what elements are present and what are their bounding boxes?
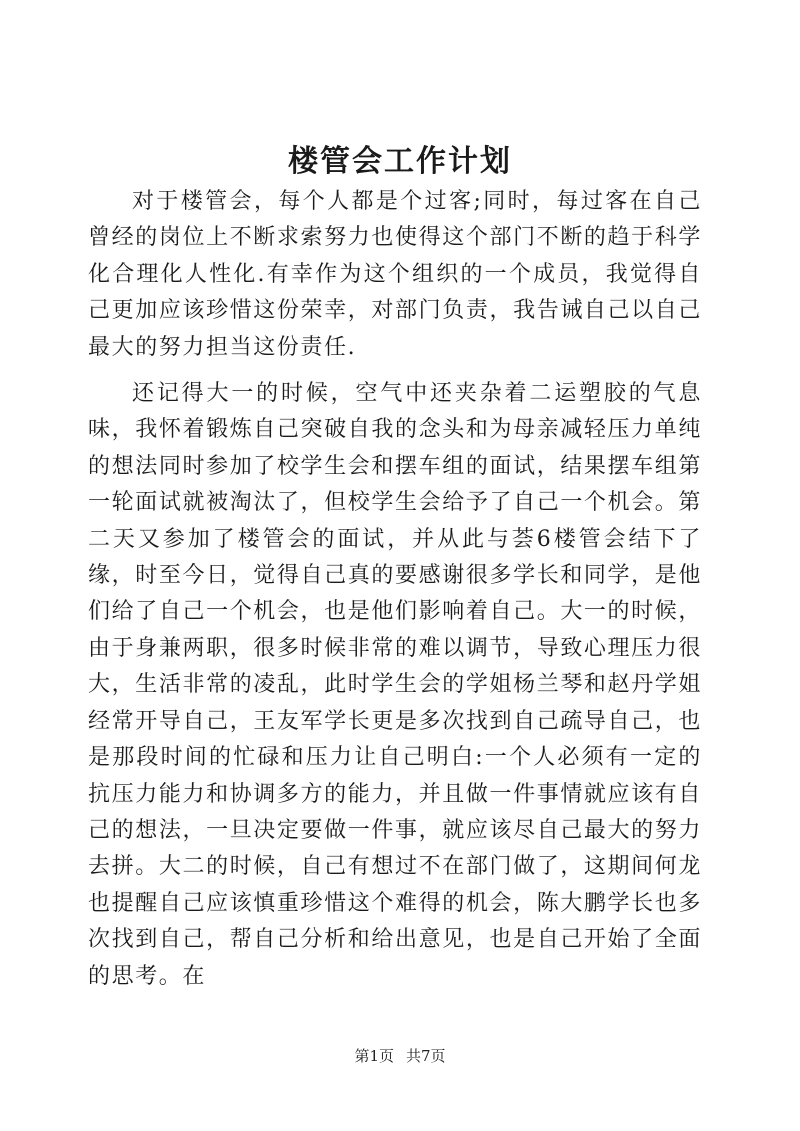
paragraph-2: 还记得大一的时候，空气中还夹杂着二运塑胶的气息味，我怀着锻炼自己突破自我的念头和为母亲减轻压力单纯的想法同时参加了校学生会和摆车组的面试，结果摆车组第一轮面试就被淘汰了，但校学生会给予了自己一个机会。第二天又参加了楼管会的面试，并从此与荟6楼管会结下了缘，时至今日，觉得自己真的要感谢很多学长和同学，是他们给了自己一个机会，也是他们影响着自己。大一的时候，由于身兼两职，很多时候非常的难以调节，导致心理压力很大，生活非常的凌乱，此时学生会的学姐杨兰琴和赵丹学姐经常开导自己，王友军学长更是多次找到自己疏导自己，也是那段时间的忙碌和压力让自己明白:一个人必须有一定的抗压力能力和协调多方的能力，并且做一件事情就应该有自己的想法，一旦决定要做一件事，就应该尽自己最大的努力去拼。大二的时候，自己有想过不在部门做了，这期间何龙也提醒自己应该慎重珍惜这个难得的机会，陈大鹏学长也多次找到自己，帮自己分析和给出意见，也是自己开始了全面的思考。在 bbox=[88, 381, 702, 989]
page-total: 共7页 bbox=[406, 1047, 446, 1065]
page-footer bbox=[0, 1046, 800, 1066]
document-body bbox=[88, 184, 702, 1005]
document-title: 楼管会工作计划 bbox=[288, 144, 512, 179]
page-number: 第1页 bbox=[354, 1047, 394, 1065]
paragraph-1: 对于楼管会，每个人都是个过客;同时，每过客在自己曾经的岗位上不断求索努力也使得这个部门不断的趋于科学化合理化人性化.有幸作为这个组织的一个成员，我觉得自己更加应该珍惜这份荣幸，对部门负责，我告诫自己以自己最大的努力担当这份责任. bbox=[88, 189, 702, 360]
